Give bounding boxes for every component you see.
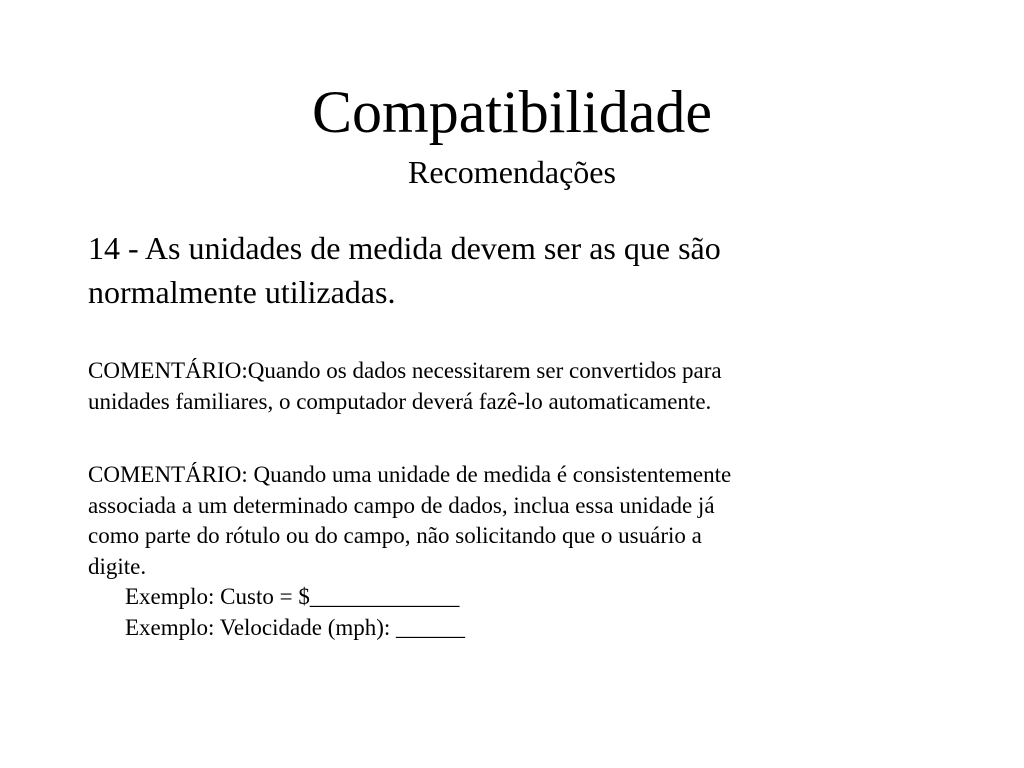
recommendation-line-1: 14 - As unidades de medida devem ser as que são — [88, 230, 721, 266]
comment-2-line-1: COMENTÁRIO: Quando uma unidade de medida é consistentemente — [88, 462, 732, 487]
slide-title: Compatibilidade — [312, 79, 712, 145]
comment-2-line-2: associada a um determinado campo de dados, inclua essa unidade já — [88, 492, 715, 518]
example-cost: Exemplo: Custo = $_____________ — [125, 584, 460, 609]
recommendation-item — [88, 226, 958, 314]
slide-subtitle: Recomendações — [408, 154, 616, 190]
slide-body — [88, 226, 958, 643]
comment-1 — [88, 356, 958, 417]
comment-2 — [88, 460, 958, 643]
comment-2-line-4: digite. — [88, 553, 147, 579]
comment-2-line-3: como parte do rótulo ou do campo, não solicitando que o usuário a — [88, 523, 702, 548]
comment-1-line-1: COMENTÁRIO:Quando os dados necessitarem ser convertidos para — [88, 358, 722, 383]
recommendation-line-2: normalmente utilizadas. — [88, 274, 396, 310]
comment-1-line-2: unidades familiares, o computador deverá fazê-lo automaticamente. — [88, 388, 712, 414]
example-speed: Exemplo: Velocidade (mph): ______ — [125, 614, 466, 640]
